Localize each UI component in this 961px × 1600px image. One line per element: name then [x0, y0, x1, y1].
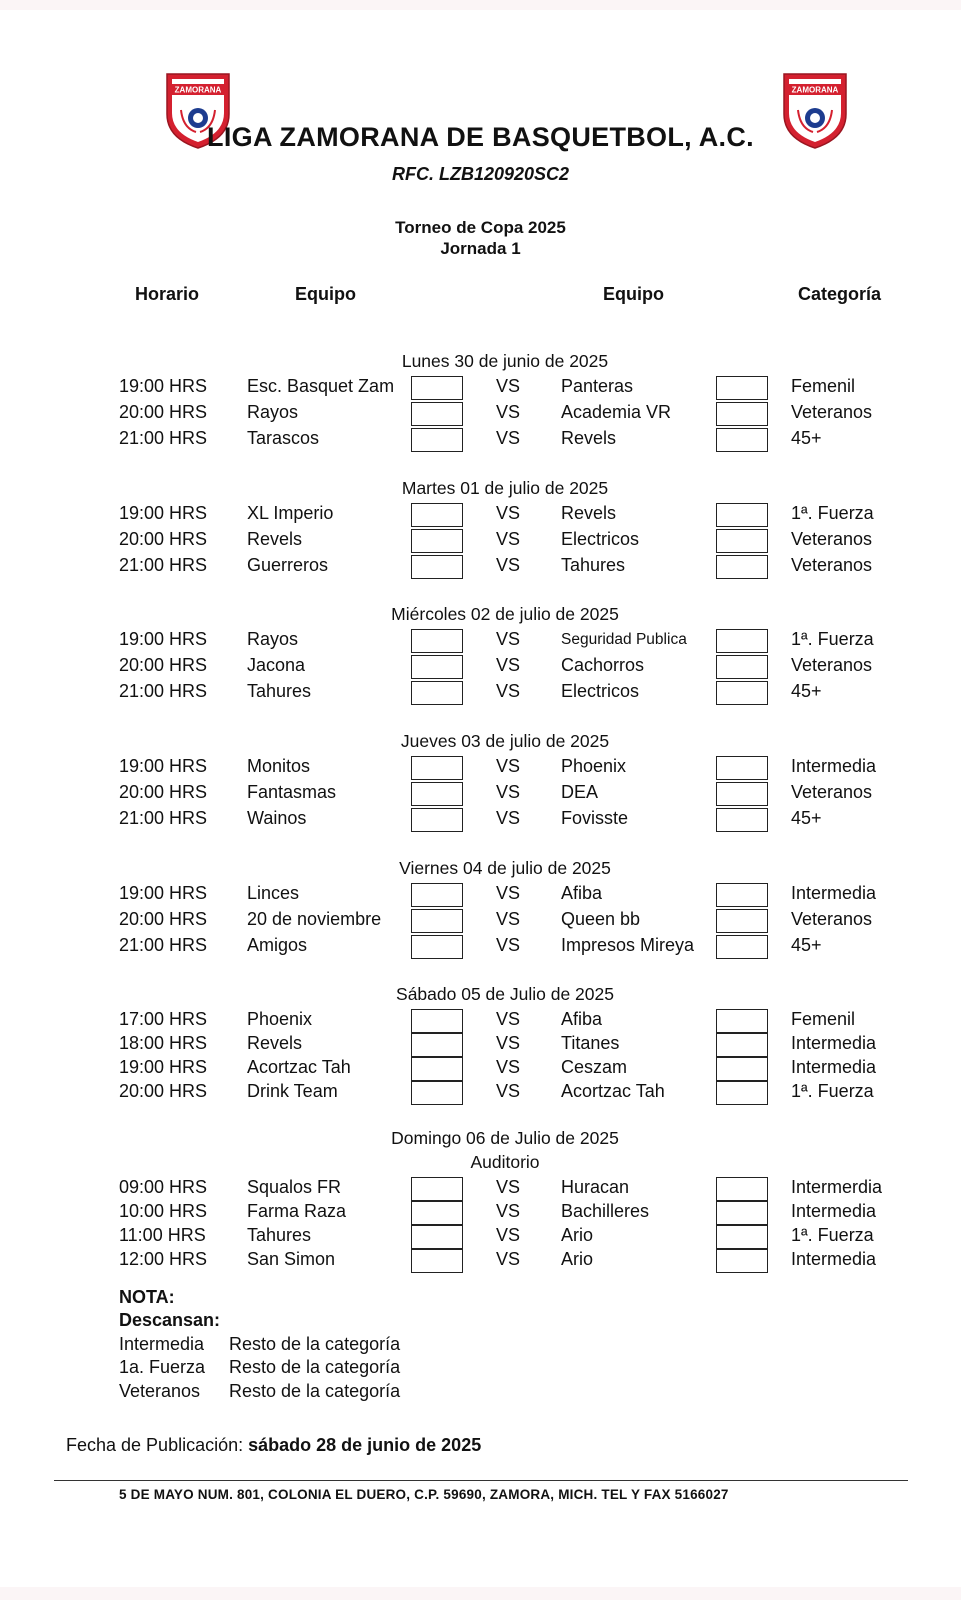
away-score-box	[716, 402, 768, 426]
vs-label: VS	[496, 935, 521, 955]
game-time: 20:00 HRS	[119, 782, 208, 802]
vs-label: VS	[496, 655, 521, 675]
game-row	[0, 681, 961, 705]
away-score-box	[716, 428, 768, 452]
venue-heading: Auditorio	[470, 1152, 540, 1172]
game-row	[0, 376, 961, 400]
home-score-box	[411, 1033, 463, 1057]
away-score-box	[716, 1057, 768, 1081]
game-category: 45+	[791, 681, 822, 701]
home-score-box	[411, 756, 463, 780]
day-heading: Jueves 03 de julio de 2025	[400, 731, 610, 751]
away-score-box	[716, 1033, 768, 1057]
game-time: 10:00 HRS	[119, 1201, 208, 1221]
away-team: Tahures	[561, 555, 626, 575]
column-header-time: Horario	[135, 284, 200, 304]
schedule-document	[0, 10, 961, 1587]
publication-label: Fecha de Publicación:	[66, 1435, 244, 1455]
game-category: Veteranos	[791, 655, 873, 675]
day-heading: Viernes 04 de julio de 2025	[399, 858, 611, 878]
game-row	[0, 1009, 961, 1033]
game-category: 1ª. Fuerza	[791, 629, 874, 649]
vs-label: VS	[496, 555, 521, 575]
vs-label: VS	[496, 1033, 521, 1053]
home-team: Jacona	[247, 655, 306, 675]
home-score-box	[411, 1201, 463, 1225]
away-team: Ceszam	[561, 1057, 628, 1077]
day-heading: Sábado 05 de Julio de 2025	[396, 984, 614, 1004]
rest-category: Veteranos	[119, 1381, 201, 1401]
home-team: Revels	[247, 1033, 303, 1053]
home-team: Wainos	[247, 808, 307, 828]
publication-value: sábado 28 de junio de 2025	[248, 1435, 482, 1455]
away-score-box	[716, 555, 768, 579]
game-time: 21:00 HRS	[119, 808, 208, 828]
game-time: 21:00 HRS	[119, 428, 208, 448]
vs-label: VS	[496, 1201, 521, 1221]
away-score-box	[716, 529, 768, 553]
rfc-number: RFC. LZB120920SC2	[391, 164, 570, 184]
away-score-box	[716, 681, 768, 705]
away-team: Titanes	[561, 1033, 620, 1053]
away-team: Bachilleres	[561, 1201, 650, 1221]
away-score-box	[716, 655, 768, 679]
home-score-box	[411, 529, 463, 553]
home-team: San Simon	[247, 1249, 336, 1269]
away-team: Afiba	[561, 1009, 603, 1029]
game-row	[0, 808, 961, 832]
away-score-box	[716, 782, 768, 806]
column-header-home-team: Equipo	[295, 284, 356, 304]
home-team: Drink Team	[247, 1081, 338, 1101]
vs-label: VS	[496, 503, 521, 523]
vs-label: VS	[496, 1009, 521, 1029]
away-team: Impresos Mireya	[561, 935, 695, 955]
home-score-box	[411, 909, 463, 933]
footer-divider	[54, 1480, 908, 1481]
away-team: Seguridad Publica	[561, 631, 687, 648]
away-team: Fovisste	[561, 808, 629, 828]
game-time: 17:00 HRS	[119, 1009, 208, 1029]
logo-text: ZAMORANA	[791, 85, 839, 95]
vs-label: VS	[496, 428, 521, 448]
game-time: 20:00 HRS	[119, 529, 208, 549]
game-category: Veteranos	[791, 782, 873, 802]
away-score-box	[716, 909, 768, 933]
game-row	[0, 1225, 961, 1249]
game-row	[0, 629, 961, 653]
game-time: 12:00 HRS	[119, 1249, 208, 1269]
day-heading: Martes 01 de julio de 2025	[401, 478, 609, 498]
game-time: 11:00 HRS	[119, 1225, 206, 1245]
game-row	[0, 503, 961, 527]
away-team: Afiba	[561, 883, 603, 903]
game-row	[0, 1057, 961, 1081]
tournament-name: Torneo de Copa 2025	[395, 218, 566, 237]
game-category: Intermerdia	[791, 1177, 883, 1197]
away-score-box	[716, 629, 768, 653]
game-time: 20:00 HRS	[119, 1081, 208, 1101]
rest-text: Resto de la categoría	[229, 1381, 401, 1401]
home-team: Linces	[247, 883, 300, 903]
day-heading: Domingo 06 de Julio de 2025	[391, 1128, 619, 1148]
game-time: 19:00 HRS	[119, 503, 208, 523]
vs-label: VS	[496, 681, 521, 701]
away-team: Ario	[561, 1249, 594, 1269]
home-score-box	[411, 555, 463, 579]
away-score-box	[716, 1225, 768, 1249]
away-score-box	[716, 935, 768, 959]
home-team: Tahures	[247, 1225, 312, 1245]
column-header-away-team: Equipo	[603, 284, 664, 304]
round-name: Jornada 1	[440, 239, 521, 258]
home-team: Fantasmas	[247, 782, 337, 802]
home-score-box	[411, 629, 463, 653]
game-row	[0, 428, 961, 452]
game-row	[0, 529, 961, 553]
vs-label: VS	[496, 1081, 521, 1101]
home-score-box	[411, 428, 463, 452]
away-team: Revels	[561, 503, 617, 523]
away-team: Huracan	[561, 1177, 630, 1197]
home-score-box	[411, 1177, 463, 1201]
logo-text: ZAMORANA	[174, 85, 222, 95]
away-team: DEA	[561, 782, 599, 802]
away-score-box	[716, 1201, 768, 1225]
home-team: Revels	[247, 529, 303, 549]
home-team: Acortzac Tah	[247, 1057, 351, 1077]
vs-label: VS	[496, 909, 521, 929]
game-row	[0, 402, 961, 426]
away-team: Electricos	[561, 529, 640, 549]
game-time: 21:00 HRS	[119, 555, 208, 575]
game-row	[0, 1033, 961, 1057]
home-score-box	[411, 655, 463, 679]
rest-category: Intermedia	[119, 1334, 205, 1354]
home-score-box	[411, 681, 463, 705]
vs-label: VS	[496, 756, 521, 776]
away-team: Ario	[561, 1225, 594, 1245]
game-row	[0, 1177, 961, 1201]
away-team: Cachorros	[561, 655, 645, 675]
away-score-box	[716, 883, 768, 907]
nota-label: NOTA:	[119, 1287, 175, 1307]
away-team: Acortzac Tah	[561, 1081, 665, 1101]
home-score-box	[411, 1057, 463, 1081]
game-time: 21:00 HRS	[119, 935, 208, 955]
away-team: Revels	[561, 428, 617, 448]
game-category: Intermedia	[791, 756, 877, 776]
home-team: Rayos	[247, 402, 299, 422]
vs-label: VS	[496, 529, 521, 549]
game-category: Intermedia	[791, 1201, 877, 1221]
publication-date	[66, 1435, 481, 1456]
home-score-box	[411, 402, 463, 426]
day-heading: Lunes 30 de junio de 2025	[401, 351, 609, 371]
away-team: Queen bb	[561, 909, 641, 929]
game-row	[0, 655, 961, 679]
game-category: Veteranos	[791, 402, 873, 422]
game-time: 09:00 HRS	[119, 1177, 208, 1197]
game-category: 1ª. Fuerza	[791, 1225, 874, 1245]
game-row	[0, 883, 961, 907]
game-row	[0, 935, 961, 959]
away-team: Phoenix	[561, 756, 627, 776]
game-category: Intermedia	[791, 883, 877, 903]
home-team: Rayos	[247, 629, 299, 649]
home-score-box	[411, 503, 463, 527]
away-score-box	[716, 1177, 768, 1201]
home-team: XL Imperio	[247, 503, 334, 523]
away-score-box	[716, 503, 768, 527]
game-time: 19:00 HRS	[119, 1057, 208, 1077]
away-score-box	[716, 756, 768, 780]
home-score-box	[411, 1249, 463, 1273]
home-team: Esc. Basquet Zam	[247, 376, 395, 396]
game-category: Femenil	[791, 1009, 856, 1029]
tournament-heading	[0, 217, 961, 259]
descansan-label: Descansan:	[119, 1310, 221, 1330]
game-category: Intermedia	[791, 1249, 877, 1269]
home-team: Farma Raza	[247, 1201, 347, 1221]
away-team: Academia VR	[561, 402, 672, 422]
home-score-box	[411, 935, 463, 959]
game-row	[0, 1201, 961, 1225]
game-category: Intermedia	[791, 1033, 877, 1053]
away-score-box	[716, 808, 768, 832]
game-category: 45+	[791, 428, 822, 448]
home-score-box	[411, 1081, 463, 1105]
away-score-box	[716, 1249, 768, 1273]
home-team: 20 de noviembre	[247, 909, 382, 929]
game-time: 19:00 HRS	[119, 629, 208, 649]
game-time: 20:00 HRS	[119, 402, 208, 422]
home-team: Guerreros	[247, 555, 329, 575]
rest-category: 1a. Fuerza	[119, 1357, 206, 1377]
vs-label: VS	[496, 782, 521, 802]
day-heading: Miércoles 02 de julio de 2025	[391, 604, 619, 624]
home-team: Monitos	[247, 756, 311, 776]
game-row	[0, 555, 961, 579]
game-time: 20:00 HRS	[119, 909, 208, 929]
home-score-box	[411, 782, 463, 806]
vs-label: VS	[496, 808, 521, 828]
vs-label: VS	[496, 1249, 521, 1269]
game-row	[0, 909, 961, 933]
footer-address: 5 DE MAYO NUM. 801, COLONIA EL DUERO, C.P. 59690, ZAMORA, MICH. TEL Y FAX 5166027	[119, 1487, 729, 1502]
home-team: Tahures	[247, 681, 312, 701]
vs-label: VS	[496, 1225, 521, 1245]
game-category: Intermedia	[791, 1057, 877, 1077]
game-time: 21:00 HRS	[119, 681, 208, 701]
game-category: 1ª. Fuerza	[791, 503, 874, 523]
game-time: 19:00 HRS	[119, 883, 208, 903]
game-time: 19:00 HRS	[119, 756, 208, 776]
vs-label: VS	[496, 402, 521, 422]
home-team: Tarascos	[247, 428, 320, 448]
away-team: Panteras	[561, 376, 634, 396]
home-score-box	[411, 1225, 463, 1249]
game-row	[0, 756, 961, 780]
game-category: 45+	[791, 808, 822, 828]
game-row	[0, 782, 961, 806]
home-team: Phoenix	[247, 1009, 313, 1029]
column-header-category: Categoría	[798, 284, 882, 304]
home-team: Amigos	[247, 935, 308, 955]
away-score-box	[716, 376, 768, 400]
league-title: LIGA ZAMORANA DE BASQUETBOL, A.C.	[207, 122, 754, 152]
game-category: Femenil	[791, 376, 856, 396]
vs-label: VS	[496, 883, 521, 903]
vs-label: VS	[496, 1177, 521, 1197]
rest-text: Resto de la categoría	[229, 1334, 401, 1354]
away-score-box	[716, 1081, 768, 1105]
game-category: 45+	[791, 935, 822, 955]
game-category: Veteranos	[791, 909, 873, 929]
home-score-box	[411, 376, 463, 400]
away-team: Electricos	[561, 681, 640, 701]
home-score-box	[411, 883, 463, 907]
game-category: Veteranos	[791, 529, 873, 549]
game-category: 1ª. Fuerza	[791, 1081, 874, 1101]
game-category: Veteranos	[791, 555, 873, 575]
game-time: 20:00 HRS	[119, 655, 208, 675]
game-time: 18:00 HRS	[119, 1033, 208, 1053]
home-score-box	[411, 808, 463, 832]
vs-label: VS	[496, 1057, 521, 1077]
vs-label: VS	[496, 629, 521, 649]
game-time: 19:00 HRS	[119, 376, 208, 396]
vs-label: VS	[496, 376, 521, 396]
rest-text: Resto de la categoría	[229, 1357, 401, 1377]
home-score-box	[411, 1009, 463, 1033]
game-row	[0, 1081, 961, 1105]
home-team: Squalos FR	[247, 1177, 342, 1197]
away-score-box	[716, 1009, 768, 1033]
game-row	[0, 1249, 961, 1273]
